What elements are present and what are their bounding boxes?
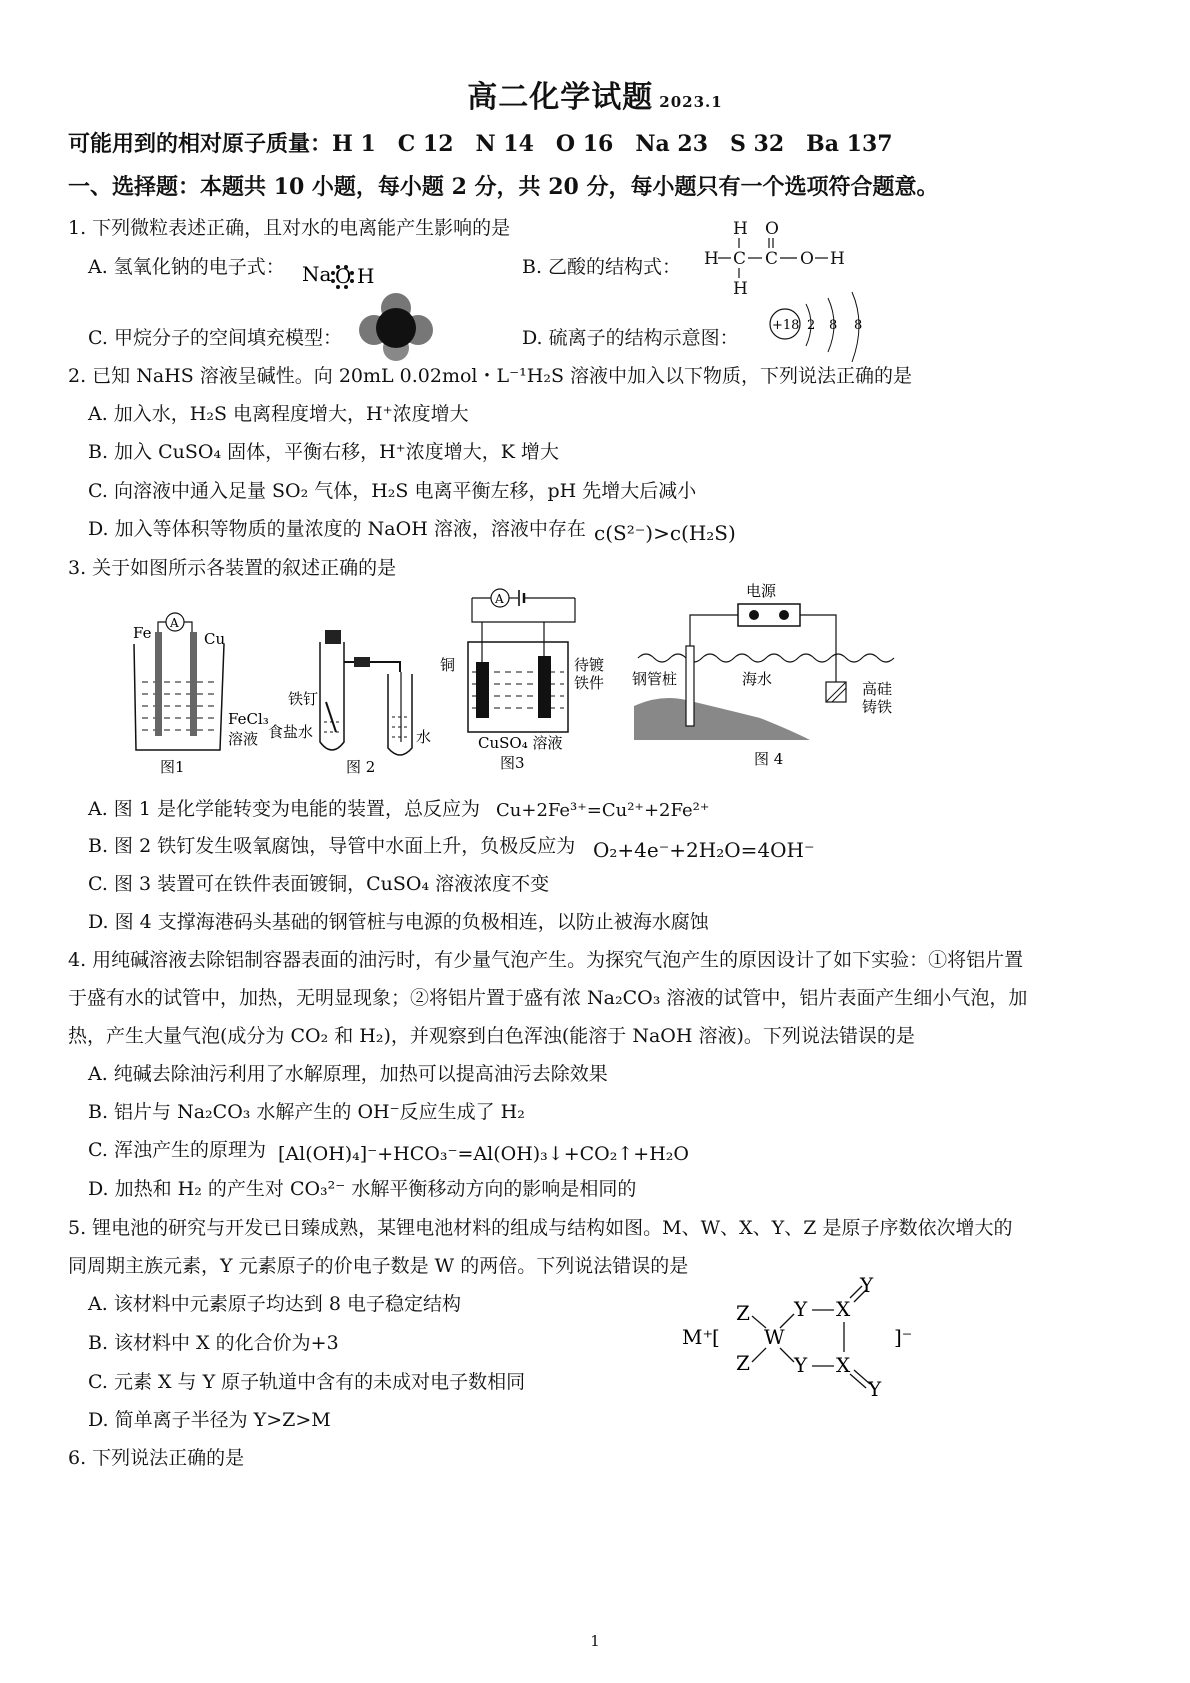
svg-text:图 2: 图 2 xyxy=(346,758,376,776)
page-title xyxy=(0,72,1190,116)
q3-option-b: B. 图 2 铁钉发生吸氧腐蚀，导管中水面上升，负极反应为 xyxy=(88,835,576,857)
svg-text:C: C xyxy=(733,249,747,269)
q1-option-b: B. 乙酸的结构式： xyxy=(522,256,682,278)
q4-stem-line2: 于盛有水的试管中，加热，无明显现象；②将铝片置于盛有浓 Na₂CO₃ 溶液的试管中，铝片表面产生细小气泡，加 xyxy=(68,987,1028,1009)
q2-option-d: D. 加入等体积等物质的量浓度的 NaOH 溶液，溶液中存在 xyxy=(88,518,586,540)
q6-stem: 6. 下列说法正确的是 xyxy=(68,1447,245,1469)
svg-text:图1: 图1 xyxy=(160,758,185,776)
svg-text:H: H xyxy=(733,219,748,239)
svg-text:M⁺: M⁺ xyxy=(682,1325,714,1349)
figure-2 xyxy=(268,630,431,776)
q3-option-a: A. 图 1 是化学能转变为电能的装置，总反应为 xyxy=(88,798,480,820)
q5-option-c: C. 元素 X 与 Y 原子轨道中含有的未成对电子数相同 xyxy=(88,1371,526,1393)
svg-text:O: O xyxy=(765,219,779,239)
q1-option-d: D. 硫离子的结构示意图： xyxy=(522,327,739,349)
title-text: 高二化学试题 xyxy=(467,80,654,115)
na-symbol: Na xyxy=(302,262,332,286)
svg-text:X: X xyxy=(836,1297,851,1321)
svg-text:食盐水: 食盐水 xyxy=(268,723,314,741)
svg-text:H: H xyxy=(704,249,719,269)
svg-text:Fe: Fe xyxy=(133,624,152,642)
svg-text:]⁻: ]⁻ xyxy=(894,1325,913,1349)
svg-text:待镀: 待镀 xyxy=(574,656,605,674)
q4-stem-line3: 热，产生大量气泡(成分为 CO₂ 和 H₂)，并观察到白色浑浊(能溶于 NaOH 溶液)。下列说法错误的是 xyxy=(68,1025,915,1047)
svg-text:C: C xyxy=(765,249,779,269)
q3-a-formula: Cu+2Fe³⁺=Cu²⁺+2Fe²⁺ xyxy=(496,800,710,821)
atomic-masses: 可能用到的相对原子质量：H 1 C 12 N 14 O 16 Na 23 S 32 Ba 137 xyxy=(68,131,893,157)
q3-stem: 3. 关于如图所示各装置的叙述正确的是 xyxy=(68,557,397,579)
svg-text:Cu: Cu xyxy=(204,630,226,648)
svg-text:Y: Y xyxy=(794,1297,808,1321)
lithium-salt-structure xyxy=(680,1276,930,1410)
q5-stem-line2: 同周期主族元素，Y 元素原子的价电子数是 W 的两倍。下列说法错误的是 xyxy=(68,1255,689,1277)
q2-option-a: A. 加入水，H₂S 电离程度增大，H⁺浓度增大 xyxy=(88,403,469,425)
svg-text:O: O xyxy=(800,249,814,269)
svg-text:[: [ xyxy=(712,1325,720,1349)
svg-text:X: X xyxy=(836,1353,851,1377)
svg-text:铜: 铜 xyxy=(440,656,456,674)
q4-option-a: A. 纯碱去除油污利用了水解原理，加热可以提高油污去除效果 xyxy=(88,1063,608,1085)
svg-text:Z: Z xyxy=(736,1301,750,1325)
nucleus-charge: +18 xyxy=(772,318,800,333)
figure-1 xyxy=(133,613,269,776)
q1-stem: 1. 下列微粒表述正确，且对水的电离能产生影响的是 xyxy=(68,217,511,239)
svg-text:电源: 电源 xyxy=(746,582,777,600)
svg-text:图3: 图3 xyxy=(500,754,525,772)
svg-text:O: O xyxy=(335,264,352,288)
shell-1: 2 xyxy=(807,318,816,333)
svg-text:Y: Y xyxy=(868,1377,882,1401)
q4-option-c: C. 浑浊产生的原理为 xyxy=(88,1139,266,1161)
q4-option-b: B. 铝片与 Na₂CO₃ 水解产生的 OH⁻反应生成了 H₂ xyxy=(88,1101,525,1123)
q5-option-b: B. 该材料中 X 的化合价为+3 xyxy=(88,1332,339,1354)
svg-text:铁件: 铁件 xyxy=(574,674,605,692)
q3-option-c: C. 图 3 装置可在铁件表面镀铜，CuSO₄ 溶液浓度不变 xyxy=(88,873,550,895)
section-heading: 一、选择题：本题共 10 小题，每小题 2 分，共 20 分，每小题只有一个选项符合题意。 xyxy=(68,174,939,200)
q2-option-c: C. 向溶液中通入足量 SO₂ 气体，H₂S 电离平衡左移，pH 先增大后减小 xyxy=(88,480,697,502)
svg-text:A: A xyxy=(170,616,179,630)
svg-text:CuSO₄ 溶液: CuSO₄ 溶液 xyxy=(478,734,563,752)
svg-text:H: H xyxy=(733,279,748,299)
q4-stem-line1: 4. 用纯碱溶液去除铝制容器表面的油污时，有少量气泡产生。为探究气泡产生的原因设计了如下实验：①将铝片置 xyxy=(68,949,1024,971)
svg-text:W: W xyxy=(764,1325,785,1349)
svg-text:水: 水 xyxy=(416,728,432,746)
svg-text:图 4: 图 4 xyxy=(754,750,784,768)
svg-text:A: A xyxy=(495,592,504,606)
q3-figures xyxy=(120,582,920,786)
svg-text:高硅: 高硅 xyxy=(862,680,893,698)
q4-c-formula: [Al(OH)₄]⁻+HCO₃⁻=Al(OH)₃↓+CO₂↑+H₂O xyxy=(278,1143,689,1165)
svg-text:Y: Y xyxy=(860,1276,874,1297)
exam-date: 2023.1 xyxy=(659,93,723,111)
q2-stem: 2. 已知 NaHS 溶液呈碱性。向 20mL 0.02mol・L⁻¹H₂S 溶液中加入以下物质，下列说法正确的是 xyxy=(68,365,913,387)
svg-text:溶液: 溶液 xyxy=(228,730,259,748)
svg-text:Y: Y xyxy=(794,1353,808,1377)
q2-d-formula: c(S²⁻)>c(H₂S) xyxy=(594,521,736,545)
svg-text:铁钉: 铁钉 xyxy=(288,690,319,708)
q5-option-a: A. 该材料中元素原子均达到 8 电子稳定结构 xyxy=(88,1293,461,1315)
page-number: 1 xyxy=(590,1632,600,1650)
q3-option-d: D. 图 4 支撑海港码头基础的钢管桩与电源的负极相连，以防止被海水腐蚀 xyxy=(88,911,709,933)
shell-3: 8 xyxy=(854,318,863,333)
q2-option-b: B. 加入 CuSO₄ 固体，平衡右移，H⁺浓度增大，K 增大 xyxy=(88,441,559,463)
svg-text:钢管桩: 钢管桩 xyxy=(632,670,678,688)
q5-option-d: D. 简单离子半径为 Y>Z>M xyxy=(88,1409,331,1431)
figure-3 xyxy=(440,589,604,772)
svg-text:海水: 海水 xyxy=(742,670,773,688)
shell-2: 8 xyxy=(829,318,838,333)
svg-text:FeCl₃: FeCl₃ xyxy=(228,710,269,728)
q1-option-c: C. 甲烷分子的空间填充模型： xyxy=(88,327,342,349)
q3-b-formula: O₂+4e⁻+2H₂O=4OH⁻ xyxy=(593,838,815,862)
methane-model xyxy=(358,292,438,366)
svg-text:H: H xyxy=(357,264,375,288)
svg-text:铸铁: 铸铁 xyxy=(862,698,893,716)
q5-stem-line1: 5. 锂电池的研究与开发已日臻成熟，某锂电池材料的组成与结构如图。M、W、X、Y、Z 是原子序数依次增大的 xyxy=(68,1217,1013,1239)
figure-4 xyxy=(632,582,894,768)
svg-text:Z: Z xyxy=(736,1351,750,1375)
q1-option-a: A. 氢氧化钠的电子式： xyxy=(88,256,285,278)
q4-option-d: D. 加热和 H₂ 的产生对 CO₃²⁻ 水解平衡移动方向的影响是相同的 xyxy=(88,1178,637,1200)
svg-text:H: H xyxy=(830,249,845,269)
